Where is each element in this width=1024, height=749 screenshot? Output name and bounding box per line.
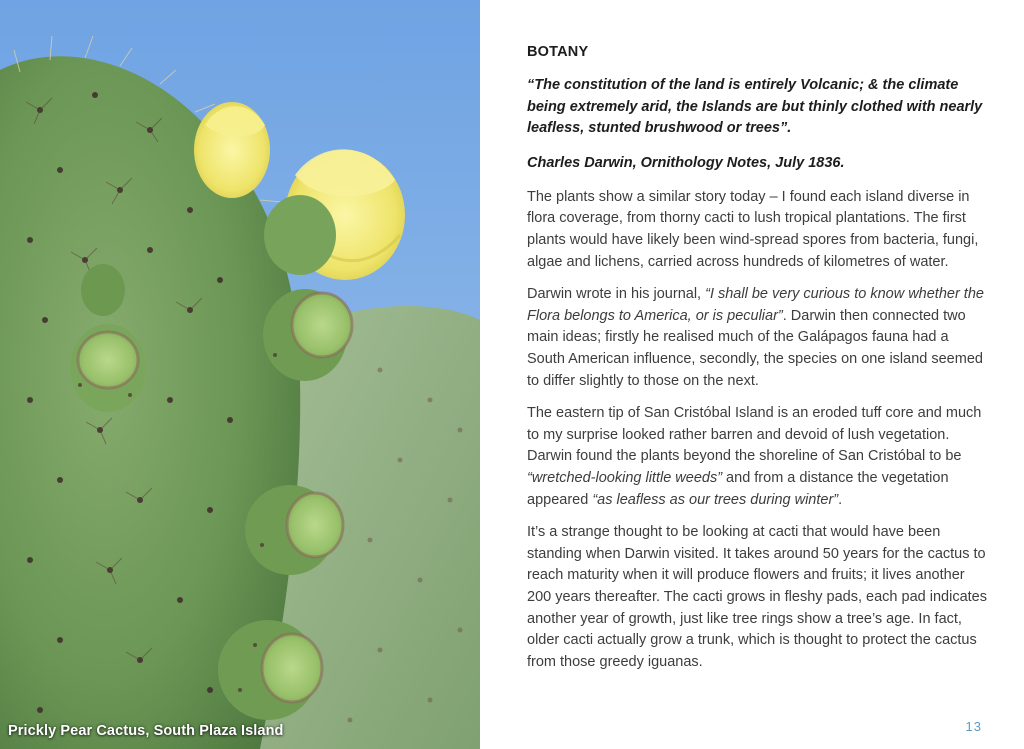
weeds-quote: “wretched-looking little weeds”	[527, 469, 723, 486]
body-paragraph-1: The plants show a similar story today – I found each island diverse in flora coverage, from thorny cacti to lush tropical plantations. The first plants would have likely been wind-spread spores from bacteria, fungi, algae and lichens, carried across hundreds of kilometres of water.	[527, 188, 979, 270]
paragraph-text: Darwin wrote in his journal,	[527, 286, 706, 303]
paragraph-text: .	[838, 491, 843, 508]
article-column	[527, 44, 989, 684]
cactus-flower	[194, 102, 270, 198]
quote-attribution: Charles Darwin, Ornithology Notes, July 1836.	[527, 155, 845, 172]
darwin-quote: “The constitution of the land is entirely Volcanic; & the climate being extremely arid, the Islands are but thinly clothed with nearly leafless, stunted brushwood or trees”.	[527, 77, 983, 137]
section-heading: BOTANY	[527, 44, 589, 60]
page-number: 13	[965, 719, 982, 734]
photo-panel	[0, 0, 480, 749]
leafless-quote: “as leafless as our trees during winter”	[592, 491, 839, 508]
text-page	[480, 0, 1024, 749]
body-paragraph-2	[527, 284, 989, 392]
body-paragraph-4: It’s a strange thought to be looking at cacti that would have been standing when Darwin visited. It takes around 50 years for the cactus to reach maturity when it will produce flowers and fruits; it lives another 200 years thereafter. The cacti grows in fleshy pads, each pad indicates another year of growth, just like tree rings show a tree’s age. In fact, older cacti actually grow a trunk, which is thought to protect the cactus from those greedy iguanas.	[527, 524, 987, 670]
photo-caption: Prickly Pear Cactus, South Plaza Island	[8, 723, 284, 739]
cactus-photo	[0, 0, 480, 749]
paragraph-text: and from a distance the vegetation appeared	[527, 469, 949, 508]
body-paragraph-3	[527, 403, 989, 511]
paragraph-text: . Darwin then connected two main ideas; firstly he realised much of the Galápagos fauna had a South American influence, secondly, the species on one island seemed to differ slightly to those on the next.	[527, 307, 983, 389]
paragraph-text: The eastern tip of San Cristóbal Island is an eroded tuff core and much to my surprise looked rather barren and devoid of lush vegetation. Darwin found the plants beyond the shoreline of San Cristóbal to be	[527, 405, 982, 465]
journal-quote: “I shall be very curious to know whether the Flora belongs to America, or is peculiar”	[527, 286, 984, 324]
